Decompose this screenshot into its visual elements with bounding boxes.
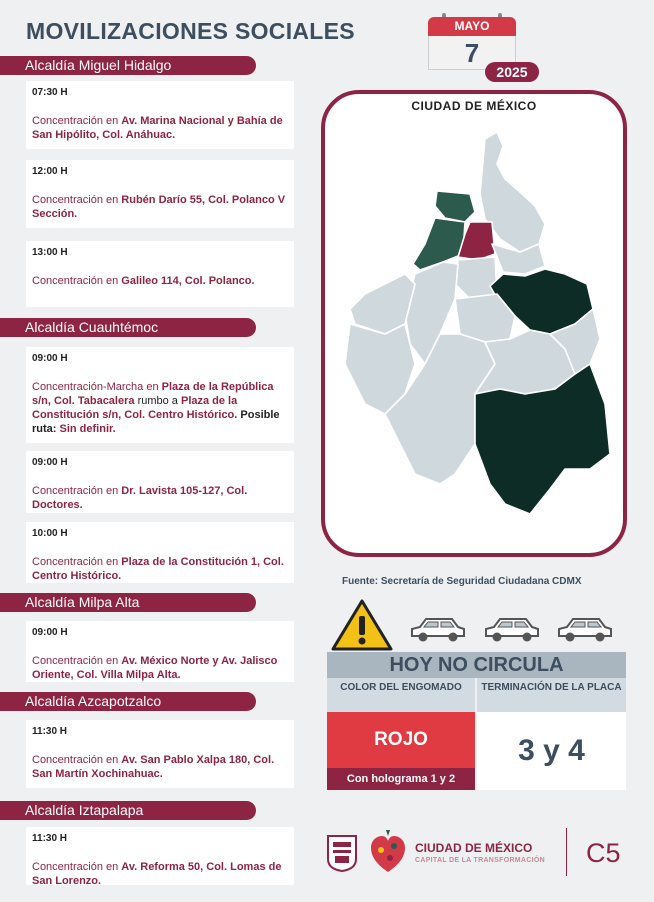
event-card [26,827,294,885]
cdmx-brand: CIUDAD DE MÉXICO [415,841,533,855]
divider [566,828,567,876]
warning-icon [330,598,394,652]
event-time: 11:30 H [32,833,68,844]
section-header-iztapalapa: Alcaldía Iztapalapa [0,801,256,820]
event-desc: Concentración en Rubén Darío 55, Col. Polanco V Sección. [32,194,286,220]
cdmx-map [325,94,623,553]
event-card [26,720,294,788]
event-desc: Concentración en Dr. Lavista 105-127, Col. Doctores. [32,485,248,511]
event-time: 12:00 H [32,166,68,177]
event-time: 09:00 H [32,627,68,638]
event-card [26,451,294,513]
map-source: Fuente: Secretaría de Seguridad Ciudadana CDMX [342,576,582,587]
cdmx-map-panel [321,90,627,557]
event-time: 09:00 H [32,457,68,468]
section-header-azcapotzalco: Alcaldía Azcapotzalco [0,692,256,711]
section-header-cuauhtemoc: Alcaldía Cuauhtémoc [0,318,256,337]
map-title: CIUDAD DE MÉXICO [411,99,537,113]
c5-logo: C5 [586,838,621,868]
cdmx-brand-sub: CAPITAL DE LA TRANSFORMACIÓN [415,857,545,864]
plate-endings: 3 y 4 [477,712,626,790]
event-time: 09:00 H [32,353,68,364]
event-time: 07:30 H [32,87,68,98]
event-card [26,347,294,443]
cdmx-heart-logo-icon [368,828,408,876]
car-icon [555,614,615,646]
event-time: 13:00 H [32,247,68,258]
calendar-day: 7 [428,36,516,70]
event-time: 10:00 H [32,528,68,539]
page-title: MOVILIZACIONES SOCIALES [26,18,355,44]
event-desc: Concentración en Plaza de la Constitución 1, Col. Centro Histórico. [32,556,284,582]
coat-of-arms-icon [325,833,359,873]
event-card [26,160,294,228]
event-card [26,81,294,149]
event-card [26,241,294,307]
section-header-miguel-hidalgo: Alcaldía Miguel Hidalgo [0,56,256,75]
event-card [26,621,294,682]
event-time: 11:30 H [32,726,68,737]
plate-header: TERMINACIÓN DE LA PLACA [477,678,626,712]
event-card [26,522,294,583]
event-desc: Concentración en Av. Marina Nacional y Bahía de San Hipólito, Col. Anáhuac. [32,115,283,141]
sticker-color: ROJO [327,712,475,768]
event-desc: Concentración-Marcha en Plaza de la República s/n, Col. Tabacalera rumbo a Plaza de la Constitución s/n, Col. Centro Histórico. Posible ruta: Sin definir. [32,381,280,435]
section-header-milpa-alta: Alcaldía Milpa Alta [0,593,256,612]
calendar-month: MAYO [428,17,516,36]
event-desc: Concentración en Av. México Norte y Av. Jalisco Oriente, Col. Villa Milpa Alta. [32,655,278,681]
year-badge: 2025 [485,62,539,82]
hoy-no-circula-title: HOY NO CIRCULA [327,652,626,678]
event-desc: Concentración en Av. San Pablo Xalpa 180, Col. San Martín Xochinahuac. [32,754,275,780]
color-header: COLOR DEL ENGOMADO [327,678,475,712]
car-icon [408,614,468,646]
map-region-benito-juarez [455,257,497,299]
hologram-note: Con holograma 1 y 2 [327,768,475,790]
map-region-azcapotzalco [435,191,475,222]
event-desc: Concentración en Galileo 114, Col. Polanco. [32,275,255,287]
event-desc: Concentración en Av. Reforma 50, Col. Lomas de San Lorenzo. [32,861,282,887]
car-icon [482,614,542,646]
